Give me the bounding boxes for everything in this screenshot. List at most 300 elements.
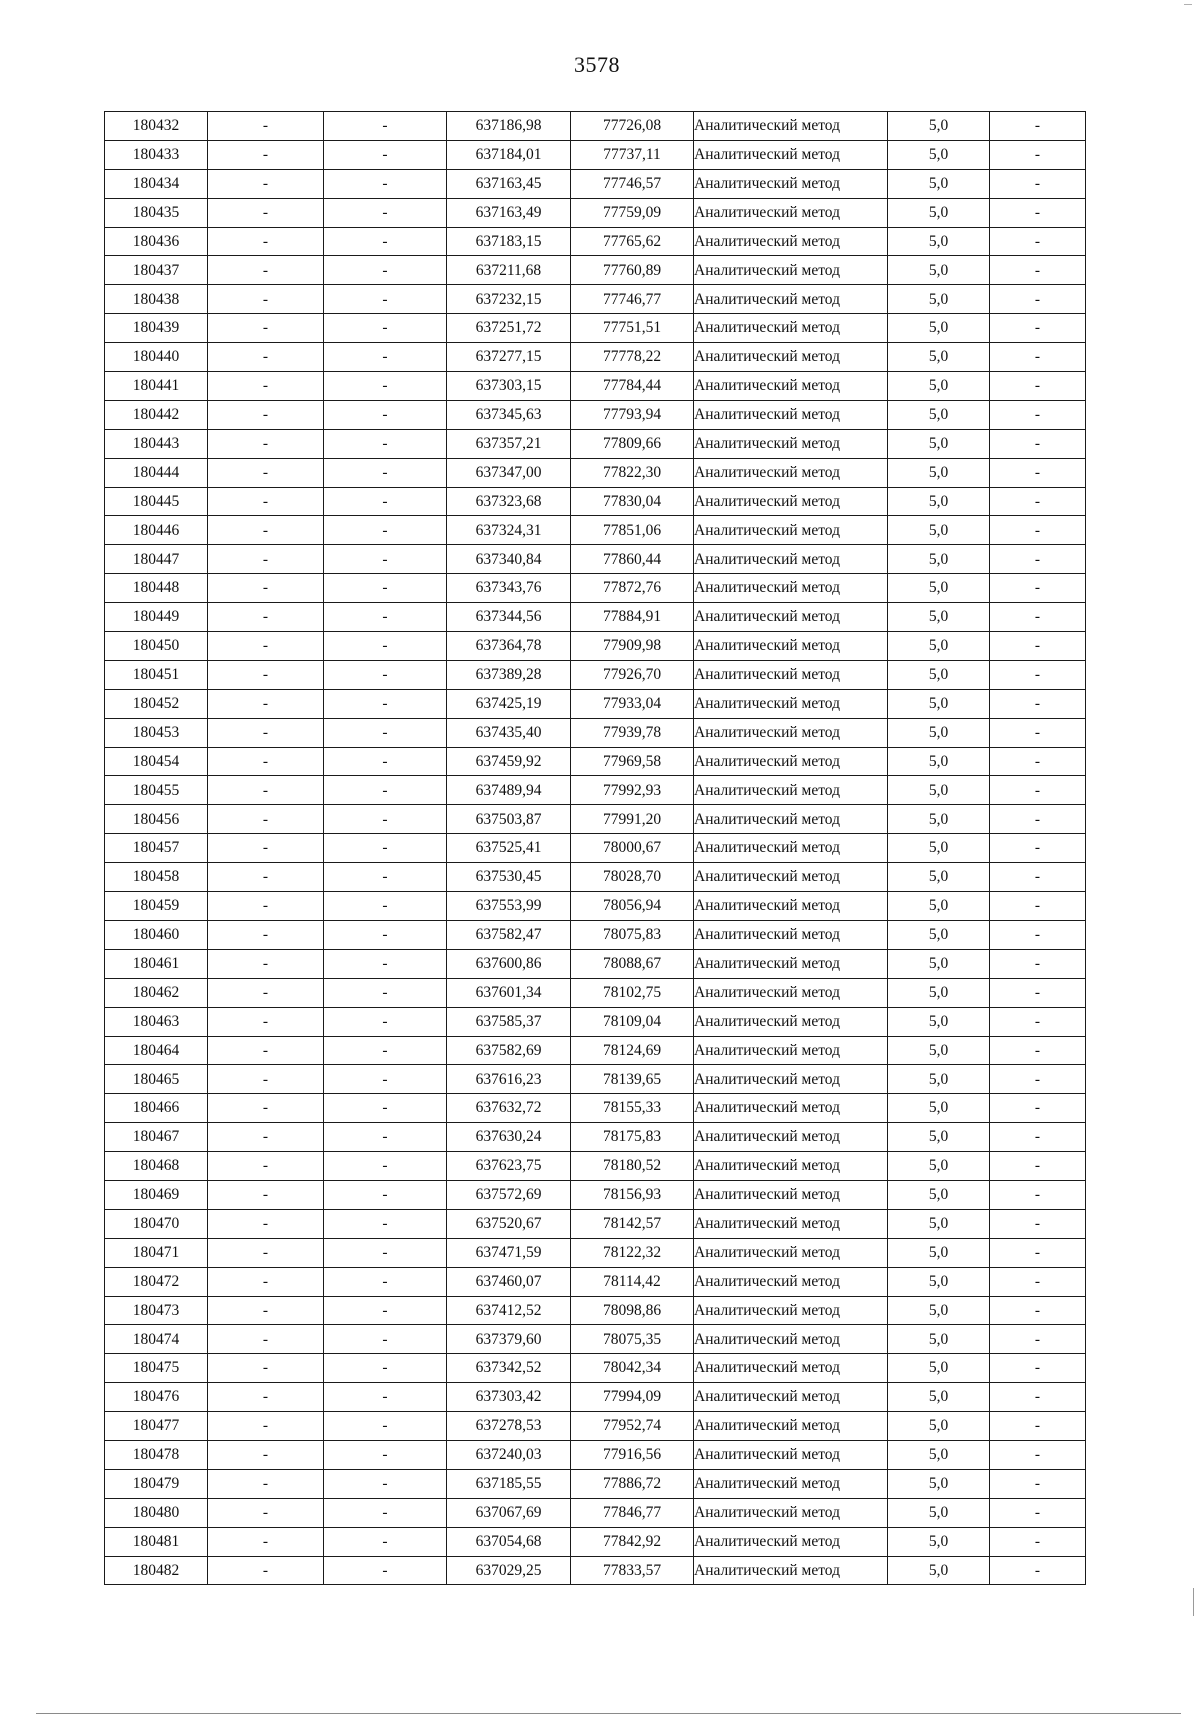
cell-method: Аналитический метод [694, 140, 888, 169]
cell-col2: - [208, 892, 324, 921]
cell-x: 637489,94 [447, 776, 571, 805]
cell-col2: - [208, 1354, 324, 1383]
cell-y: 77872,76 [571, 574, 694, 603]
cell-accuracy: 5,0 [888, 1238, 990, 1267]
cell-col2: - [208, 372, 324, 401]
cell-x: 637163,45 [447, 169, 571, 198]
cell-col3: - [324, 1267, 447, 1296]
cell-col8: - [990, 112, 1086, 141]
cell-col2: - [208, 632, 324, 661]
cell-method: Аналитический метод [694, 1007, 888, 1036]
table-row [105, 1469, 1086, 1498]
cell-x: 637251,72 [447, 314, 571, 343]
cell-id: 180466 [105, 1094, 208, 1123]
cell-y: 77969,58 [571, 747, 694, 776]
cell-y: 77737,11 [571, 140, 694, 169]
table-row [105, 285, 1086, 314]
cell-col8: - [990, 1180, 1086, 1209]
cell-col3: - [324, 834, 447, 863]
cell-id: 180470 [105, 1209, 208, 1238]
cell-col2: - [208, 1267, 324, 1296]
table-row [105, 949, 1086, 978]
cell-col2: - [208, 285, 324, 314]
cell-id: 180448 [105, 574, 208, 603]
cell-col8: - [990, 545, 1086, 574]
cell-accuracy: 5,0 [888, 1007, 990, 1036]
cell-accuracy: 5,0 [888, 660, 990, 689]
cell-col2: - [208, 1036, 324, 1065]
cell-method: Аналитический метод [694, 1094, 888, 1123]
cell-x: 637340,84 [447, 545, 571, 574]
cell-id: 180458 [105, 863, 208, 892]
cell-method: Аналитический метод [694, 1238, 888, 1267]
cell-x: 637459,92 [447, 747, 571, 776]
cell-y: 77926,70 [571, 660, 694, 689]
cell-col2: - [208, 776, 324, 805]
cell-col3: - [324, 429, 447, 458]
cell-col3: - [324, 805, 447, 834]
table-row [105, 372, 1086, 401]
cell-col3: - [324, 1556, 447, 1585]
cell-accuracy: 5,0 [888, 1152, 990, 1181]
cell-accuracy: 5,0 [888, 429, 990, 458]
cell-method: Аналитический метод [694, 458, 888, 487]
cell-col3: - [324, 776, 447, 805]
cell-method: Аналитический метод [694, 112, 888, 141]
cell-accuracy: 5,0 [888, 1094, 990, 1123]
cell-id: 180453 [105, 718, 208, 747]
table-row [105, 776, 1086, 805]
cell-y: 77809,66 [571, 429, 694, 458]
cell-col3: - [324, 256, 447, 285]
table-body [105, 112, 1086, 1585]
cell-accuracy: 5,0 [888, 1209, 990, 1238]
cell-method: Аналитический метод [694, 372, 888, 401]
cell-accuracy: 5,0 [888, 747, 990, 776]
cell-x: 637343,76 [447, 574, 571, 603]
cell-col2: - [208, 343, 324, 372]
cell-id: 180474 [105, 1325, 208, 1354]
cell-x: 637582,69 [447, 1036, 571, 1065]
cell-col3: - [324, 1325, 447, 1354]
cell-y: 78109,04 [571, 1007, 694, 1036]
cell-col3: - [324, 285, 447, 314]
cell-y: 78122,32 [571, 1238, 694, 1267]
cell-col8: - [990, 1440, 1086, 1469]
cell-col8: - [990, 1238, 1086, 1267]
cell-x: 637364,78 [447, 632, 571, 661]
cell-method: Аналитический метод [694, 227, 888, 256]
cell-x: 637344,56 [447, 603, 571, 632]
cell-id: 180456 [105, 805, 208, 834]
table-row [105, 978, 1086, 1007]
cell-col8: - [990, 805, 1086, 834]
table-row [105, 256, 1086, 285]
cell-col8: - [990, 718, 1086, 747]
cell-accuracy: 5,0 [888, 1325, 990, 1354]
cell-y: 77860,44 [571, 545, 694, 574]
cell-y: 78075,35 [571, 1325, 694, 1354]
cell-x: 637471,59 [447, 1238, 571, 1267]
cell-x: 637572,69 [447, 1180, 571, 1209]
cell-method: Аналитический метод [694, 198, 888, 227]
cell-col8: - [990, 632, 1086, 661]
cell-method: Аналитический метод [694, 920, 888, 949]
cell-x: 637616,23 [447, 1065, 571, 1094]
cell-col8: - [990, 949, 1086, 978]
cell-col3: - [324, 400, 447, 429]
cell-x: 637278,53 [447, 1412, 571, 1441]
table-row [105, 718, 1086, 747]
cell-col8: - [990, 1469, 1086, 1498]
cell-x: 637553,99 [447, 892, 571, 921]
cell-y: 77765,62 [571, 227, 694, 256]
cell-y: 78180,52 [571, 1152, 694, 1181]
cell-method: Аналитический метод [694, 1152, 888, 1181]
cell-x: 637632,72 [447, 1094, 571, 1123]
cell-id: 180447 [105, 545, 208, 574]
cell-method: Аналитический метод [694, 834, 888, 863]
cell-y: 78042,34 [571, 1354, 694, 1383]
cell-col2: - [208, 949, 324, 978]
cell-method: Аналитический метод [694, 343, 888, 372]
cell-id: 180482 [105, 1556, 208, 1585]
bottom-scan-line [36, 1713, 1181, 1714]
cell-id: 180462 [105, 978, 208, 1007]
cell-id: 180444 [105, 458, 208, 487]
cell-accuracy: 5,0 [888, 1296, 990, 1325]
cell-col3: - [324, 372, 447, 401]
cell-col2: - [208, 660, 324, 689]
cell-col2: - [208, 834, 324, 863]
cell-col8: - [990, 140, 1086, 169]
cell-col2: - [208, 1527, 324, 1556]
table-row [105, 863, 1086, 892]
cell-col3: - [324, 227, 447, 256]
cell-col2: - [208, 1065, 324, 1094]
table-row [105, 429, 1086, 458]
cell-id: 180445 [105, 487, 208, 516]
table-row [105, 1267, 1086, 1296]
cell-method: Аналитический метод [694, 718, 888, 747]
table-row [105, 1007, 1086, 1036]
cell-method: Аналитический метод [694, 285, 888, 314]
cell-col8: - [990, 1209, 1086, 1238]
cell-id: 180469 [105, 1180, 208, 1209]
table-row [105, 400, 1086, 429]
cell-id: 180434 [105, 169, 208, 198]
cell-col2: - [208, 314, 324, 343]
table-row [105, 545, 1086, 574]
cell-col8: - [990, 372, 1086, 401]
cell-id: 180477 [105, 1412, 208, 1441]
corner-scan-mark [1184, 4, 1192, 5]
cell-id: 180449 [105, 603, 208, 632]
cell-col3: - [324, 112, 447, 141]
cell-accuracy: 5,0 [888, 140, 990, 169]
cell-y: 78056,94 [571, 892, 694, 921]
cell-col8: - [990, 343, 1086, 372]
cell-y: 78139,65 [571, 1065, 694, 1094]
cell-y: 77726,08 [571, 112, 694, 141]
cell-accuracy: 5,0 [888, 372, 990, 401]
page-number: 3578 [574, 52, 620, 77]
cell-id: 180476 [105, 1383, 208, 1412]
cell-accuracy: 5,0 [888, 949, 990, 978]
cell-col3: - [324, 603, 447, 632]
table-row [105, 1123, 1086, 1152]
cell-y: 77884,91 [571, 603, 694, 632]
cell-method: Аналитический метод [694, 1296, 888, 1325]
table-row [105, 487, 1086, 516]
cell-accuracy: 5,0 [888, 892, 990, 921]
cell-y: 77991,20 [571, 805, 694, 834]
cell-y: 77846,77 [571, 1498, 694, 1527]
cell-x: 637600,86 [447, 949, 571, 978]
table-row [105, 516, 1086, 545]
cell-x: 637525,41 [447, 834, 571, 863]
cell-method: Аналитический метод [694, 1383, 888, 1412]
cell-accuracy: 5,0 [888, 1383, 990, 1412]
cell-col3: - [324, 1238, 447, 1267]
cell-y: 77784,44 [571, 372, 694, 401]
cell-accuracy: 5,0 [888, 1354, 990, 1383]
cell-id: 180471 [105, 1238, 208, 1267]
cell-method: Аналитический метод [694, 603, 888, 632]
right-edge-mark [1193, 1588, 1194, 1616]
cell-method: Аналитический метод [694, 1527, 888, 1556]
cell-col3: - [324, 343, 447, 372]
cell-method: Аналитический метод [694, 487, 888, 516]
cell-y: 78075,83 [571, 920, 694, 949]
cell-x: 637503,87 [447, 805, 571, 834]
cell-col3: - [324, 1412, 447, 1441]
cell-x: 637277,15 [447, 343, 571, 372]
cell-id: 180464 [105, 1036, 208, 1065]
cell-col8: - [990, 1556, 1086, 1585]
cell-method: Аналитический метод [694, 660, 888, 689]
cell-id: 180454 [105, 747, 208, 776]
cell-col3: - [324, 574, 447, 603]
cell-col8: - [990, 660, 1086, 689]
table-row [105, 1065, 1086, 1094]
table-row [105, 1412, 1086, 1441]
cell-col8: - [990, 1527, 1086, 1556]
cell-col3: - [324, 632, 447, 661]
cell-id: 180441 [105, 372, 208, 401]
cell-col8: - [990, 1498, 1086, 1527]
cell-accuracy: 5,0 [888, 1123, 990, 1152]
cell-y: 77759,09 [571, 198, 694, 227]
cell-col8: - [990, 689, 1086, 718]
cell-accuracy: 5,0 [888, 718, 990, 747]
table-row [105, 834, 1086, 863]
cell-col8: - [990, 978, 1086, 1007]
cell-method: Аналитический метод [694, 1267, 888, 1296]
table-row [105, 1527, 1086, 1556]
cell-method: Аналитический метод [694, 949, 888, 978]
cell-x: 637460,07 [447, 1267, 571, 1296]
cell-method: Аналитический метод [694, 1498, 888, 1527]
cell-accuracy: 5,0 [888, 574, 990, 603]
table-row [105, 314, 1086, 343]
cell-col8: - [990, 776, 1086, 805]
cell-col2: - [208, 1238, 324, 1267]
cell-accuracy: 5,0 [888, 487, 990, 516]
cell-x: 637303,15 [447, 372, 571, 401]
cell-col8: - [990, 920, 1086, 949]
cell-id: 180468 [105, 1152, 208, 1181]
cell-id: 180455 [105, 776, 208, 805]
cell-col8: - [990, 1354, 1086, 1383]
cell-col8: - [990, 574, 1086, 603]
table-row [105, 1296, 1086, 1325]
cell-y: 77793,94 [571, 400, 694, 429]
cell-y: 77760,89 [571, 256, 694, 285]
cell-id: 180452 [105, 689, 208, 718]
cell-col8: - [990, 400, 1086, 429]
cell-col2: - [208, 1180, 324, 1209]
cell-x: 637324,31 [447, 516, 571, 545]
cell-y: 77939,78 [571, 718, 694, 747]
table-row [105, 1440, 1086, 1469]
cell-col8: - [990, 256, 1086, 285]
cell-x: 637347,00 [447, 458, 571, 487]
cell-x: 637357,21 [447, 429, 571, 458]
cell-accuracy: 5,0 [888, 256, 990, 285]
cell-x: 637379,60 [447, 1325, 571, 1354]
cell-col2: - [208, 1440, 324, 1469]
cell-accuracy: 5,0 [888, 1036, 990, 1065]
cell-col3: - [324, 1440, 447, 1469]
cell-col2: - [208, 198, 324, 227]
cell-col2: - [208, 805, 324, 834]
cell-col2: - [208, 1123, 324, 1152]
cell-method: Аналитический метод [694, 747, 888, 776]
cell-method: Аналитический метод [694, 545, 888, 574]
cell-col8: - [990, 227, 1086, 256]
cell-col3: - [324, 1527, 447, 1556]
cell-y: 77842,92 [571, 1527, 694, 1556]
cell-id: 180472 [105, 1267, 208, 1296]
cell-col8: - [990, 1065, 1086, 1094]
cell-accuracy: 5,0 [888, 400, 990, 429]
cell-method: Аналитический метод [694, 1036, 888, 1065]
cell-id: 180463 [105, 1007, 208, 1036]
cell-col3: - [324, 1296, 447, 1325]
cell-col2: - [208, 1296, 324, 1325]
cell-col3: - [324, 1036, 447, 1065]
cell-accuracy: 5,0 [888, 545, 990, 574]
coordinates-table [104, 111, 1086, 1585]
cell-id: 180461 [105, 949, 208, 978]
cell-accuracy: 5,0 [888, 169, 990, 198]
cell-col2: - [208, 1412, 324, 1441]
cell-col3: - [324, 920, 447, 949]
cell-accuracy: 5,0 [888, 776, 990, 805]
cell-accuracy: 5,0 [888, 805, 990, 834]
table-row [105, 805, 1086, 834]
cell-col3: - [324, 689, 447, 718]
cell-col3: - [324, 747, 447, 776]
cell-col2: - [208, 978, 324, 1007]
cell-accuracy: 5,0 [888, 978, 990, 1007]
cell-accuracy: 5,0 [888, 516, 990, 545]
cell-y: 78088,67 [571, 949, 694, 978]
cell-col3: - [324, 1469, 447, 1498]
table-row [105, 1556, 1086, 1585]
cell-method: Аналитический метод [694, 1440, 888, 1469]
cell-y: 78102,75 [571, 978, 694, 1007]
cell-method: Аналитический метод [694, 1180, 888, 1209]
cell-id: 180465 [105, 1065, 208, 1094]
cell-accuracy: 5,0 [888, 1412, 990, 1441]
cell-y: 78124,69 [571, 1036, 694, 1065]
cell-id: 180481 [105, 1527, 208, 1556]
cell-col2: - [208, 516, 324, 545]
cell-method: Аналитический метод [694, 892, 888, 921]
cell-y: 77886,72 [571, 1469, 694, 1498]
cell-col3: - [324, 487, 447, 516]
cell-col8: - [990, 1325, 1086, 1354]
cell-col2: - [208, 112, 324, 141]
cell-x: 637530,45 [447, 863, 571, 892]
cell-y: 77751,51 [571, 314, 694, 343]
cell-col8: - [990, 1123, 1086, 1152]
cell-y: 77746,77 [571, 285, 694, 314]
cell-accuracy: 5,0 [888, 1556, 990, 1585]
cell-x: 637412,52 [447, 1296, 571, 1325]
table-row [105, 1152, 1086, 1181]
cell-col2: - [208, 863, 324, 892]
cell-col2: - [208, 1498, 324, 1527]
table-row [105, 1383, 1086, 1412]
cell-col2: - [208, 458, 324, 487]
table-row [105, 892, 1086, 921]
cell-y: 78114,42 [571, 1267, 694, 1296]
cell-y: 77778,22 [571, 343, 694, 372]
cell-accuracy: 5,0 [888, 1527, 990, 1556]
cell-accuracy: 5,0 [888, 834, 990, 863]
cell-col8: - [990, 1007, 1086, 1036]
cell-x: 637342,52 [447, 1354, 571, 1383]
table-row [105, 660, 1086, 689]
cell-method: Аналитический метод [694, 1354, 888, 1383]
cell-col3: - [324, 1123, 447, 1152]
cell-col3: - [324, 198, 447, 227]
cell-col3: - [324, 1152, 447, 1181]
cell-y: 77909,98 [571, 632, 694, 661]
cell-x: 637183,15 [447, 227, 571, 256]
cell-col2: - [208, 1325, 324, 1354]
cell-accuracy: 5,0 [888, 1498, 990, 1527]
cell-id: 180451 [105, 660, 208, 689]
table-row [105, 1094, 1086, 1123]
cell-col8: - [990, 487, 1086, 516]
cell-id: 180478 [105, 1440, 208, 1469]
cell-id: 180475 [105, 1354, 208, 1383]
cell-y: 78156,93 [571, 1180, 694, 1209]
cell-col8: - [990, 1152, 1086, 1181]
cell-col2: - [208, 574, 324, 603]
cell-y: 77992,93 [571, 776, 694, 805]
cell-x: 637067,69 [447, 1498, 571, 1527]
cell-col2: - [208, 718, 324, 747]
cell-col3: - [324, 863, 447, 892]
cell-accuracy: 5,0 [888, 458, 990, 487]
cell-accuracy: 5,0 [888, 863, 990, 892]
cell-y: 78028,70 [571, 863, 694, 892]
